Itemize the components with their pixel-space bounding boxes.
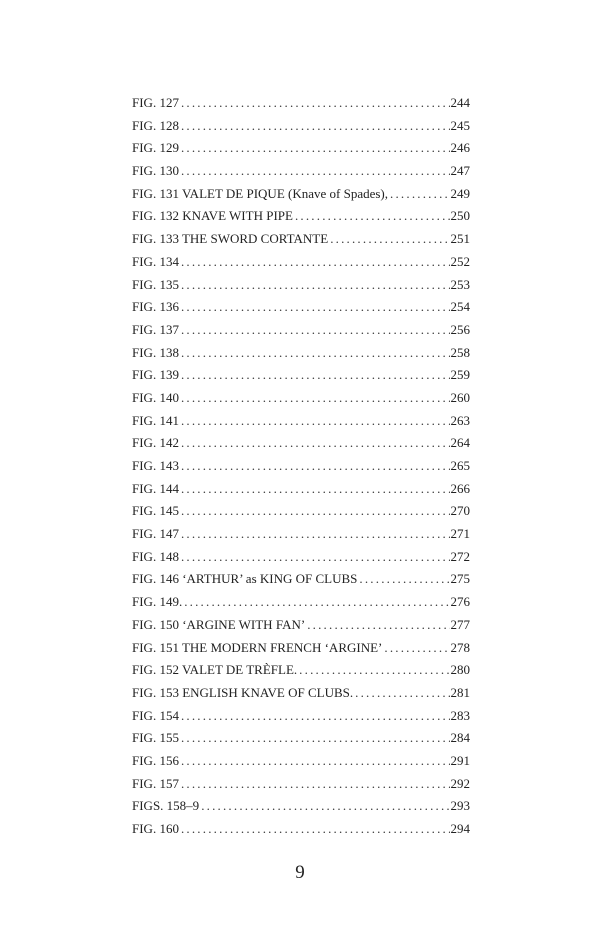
toc-entry (132, 228, 470, 251)
dot-leader (390, 183, 449, 206)
figure-label: FIG. 131 VALET DE PIQUE (Knave of Spades), (132, 185, 389, 201)
toc-entry (132, 296, 470, 319)
dot-leader (355, 682, 449, 705)
dot-leader (181, 478, 450, 501)
figure-label: FIG. 156 (132, 752, 179, 768)
dot-leader (330, 228, 449, 251)
page-number: 253 (450, 276, 470, 292)
toc-entry (132, 478, 470, 501)
toc-entry (132, 591, 470, 614)
figure-label: FIG. 134 (132, 253, 179, 269)
figure-label: FIG. 137 (132, 321, 179, 337)
page-number: 247 (450, 163, 470, 179)
toc-entry (132, 455, 470, 478)
dot-leader (384, 637, 449, 660)
page-number: 250 (450, 208, 470, 224)
toc-entry (132, 500, 470, 523)
toc-entry (132, 727, 470, 750)
figure-label: FIG. 127 (132, 95, 179, 110)
page-number: 256 (450, 321, 470, 337)
toc-entry (132, 319, 470, 342)
figure-label: FIG. 136 (132, 299, 179, 315)
dot-leader (307, 614, 449, 637)
toc-entry (132, 750, 470, 773)
toc-entry (132, 432, 470, 455)
page-number: 263 (450, 412, 470, 428)
toc-entry (132, 705, 470, 728)
toc-entry (132, 410, 470, 433)
toc-entry (132, 546, 470, 569)
dot-leader (181, 319, 450, 342)
dot-leader (181, 410, 450, 433)
figure-label: FIG. 148 (132, 548, 179, 564)
page-number: 244 (450, 95, 470, 110)
figure-label: FIG. 145 (132, 503, 179, 519)
dot-leader (299, 659, 449, 682)
figure-label: FIG. 151 THE MODERN FRENCH ‘ARGINE’ (132, 639, 383, 655)
toc-entry (132, 637, 470, 660)
figure-label: FIGS. 158–9 (132, 798, 200, 814)
figure-label: FIG. 138 (132, 344, 179, 360)
page-number: 246 (450, 140, 470, 156)
dot-leader (181, 160, 450, 183)
dot-leader (181, 137, 450, 160)
page-number: 249 (450, 185, 470, 201)
figure-label: FIG. 130 (132, 163, 179, 179)
toc-entry (132, 773, 470, 796)
figure-label: FIG. 140 (132, 389, 179, 405)
dot-leader (181, 455, 450, 478)
page-number: 245 (450, 117, 470, 133)
page-number: 272 (450, 548, 470, 564)
page-number: 260 (450, 389, 470, 405)
dot-leader (181, 342, 450, 365)
figure-label: FIG. 149. (132, 594, 183, 610)
figure-label: FIG. 143 (132, 458, 179, 473)
figure-label: FIG. 152 VALET DE TRÈFLE. (132, 662, 298, 678)
page-number: 251 (450, 231, 470, 247)
toc-entry (132, 364, 470, 387)
dot-leader (184, 591, 449, 614)
figure-label: FIG. 155 (132, 730, 179, 746)
dot-leader (181, 364, 450, 387)
toc-entry (132, 659, 470, 682)
dot-leader (181, 92, 450, 115)
dot-leader (181, 115, 450, 138)
page-number: 252 (450, 253, 470, 269)
page-number: 254 (450, 299, 470, 315)
dot-leader (295, 205, 450, 228)
table-of-figures (132, 92, 470, 841)
page-number: 284 (450, 730, 470, 746)
figure-label: FIG. 139 (132, 367, 179, 383)
toc-entry (132, 682, 470, 705)
dot-leader (181, 387, 450, 410)
page-number: 294 (450, 821, 470, 836)
dot-leader (181, 523, 450, 546)
figure-label: FIG. 160 (132, 821, 179, 836)
toc-entry (132, 614, 470, 637)
page-number: 281 (450, 684, 470, 700)
figure-label: FIG. 128 (132, 117, 179, 133)
dot-leader (181, 818, 450, 841)
figure-label: FIG. 150 ‘ARGINE WITH FAN’ (132, 616, 306, 632)
figure-label: FIG. 142 (132, 435, 179, 451)
page-number: 270 (450, 503, 470, 519)
toc-entry (132, 251, 470, 274)
figure-label: FIG. 135 (132, 276, 179, 292)
dot-leader (201, 795, 449, 818)
figure-label: FIG. 154 (132, 707, 179, 723)
figure-label: FIG. 129 (132, 140, 179, 156)
dot-leader (359, 568, 449, 591)
page-number: 278 (450, 639, 470, 655)
toc-entry (132, 818, 470, 841)
page-number: 276 (450, 594, 470, 610)
figure-label: FIG. 133 THE SWORD CORTANTE (132, 231, 329, 247)
dot-leader (181, 274, 450, 297)
dot-leader (181, 546, 450, 569)
dot-leader (181, 727, 450, 750)
page-number: 266 (450, 480, 470, 496)
page-number: 277 (450, 616, 470, 632)
dot-leader (181, 750, 450, 773)
toc-entry (132, 205, 470, 228)
page-number: 271 (450, 526, 470, 542)
figure-label: FIG. 147 (132, 526, 179, 542)
toc-entry (132, 115, 470, 138)
toc-entry (132, 568, 470, 591)
page-number: 293 (450, 798, 470, 814)
toc-entry (132, 160, 470, 183)
page-number: 291 (450, 752, 470, 768)
page-folio-number: 9 (295, 862, 305, 883)
dot-leader (181, 251, 450, 274)
toc-entry (132, 137, 470, 160)
dot-leader (181, 500, 450, 523)
dot-leader (181, 773, 450, 796)
page-number: 292 (450, 775, 470, 791)
toc-entry (132, 92, 470, 115)
figure-label: FIG. 144 (132, 480, 179, 496)
dot-leader (181, 705, 450, 728)
page-number: 275 (450, 571, 470, 587)
page-number: 264 (450, 435, 470, 451)
figure-label: FIG. 141 (132, 412, 179, 428)
toc-entry (132, 342, 470, 365)
page-number: 283 (450, 707, 470, 723)
page-number: 259 (450, 367, 470, 383)
toc-entry (132, 183, 470, 206)
toc-entry (132, 387, 470, 410)
figure-label: FIG. 153 ENGLISH KNAVE OF CLUBS. (132, 684, 354, 700)
dot-leader (181, 432, 450, 455)
page-number: 258 (450, 344, 470, 360)
figure-label: FIG. 146 ‘ARTHUR’ as KING OF CLUBS (132, 571, 358, 587)
dot-leader (181, 296, 450, 319)
page-number: 280 (450, 662, 470, 678)
figure-label: FIG. 132 KNAVE WITH PIPE (132, 208, 293, 224)
toc-entry (132, 274, 470, 297)
figure-label: FIG. 157 (132, 775, 179, 791)
toc-entry (132, 795, 470, 818)
page-number: 265 (450, 458, 470, 473)
toc-entry (132, 523, 470, 546)
